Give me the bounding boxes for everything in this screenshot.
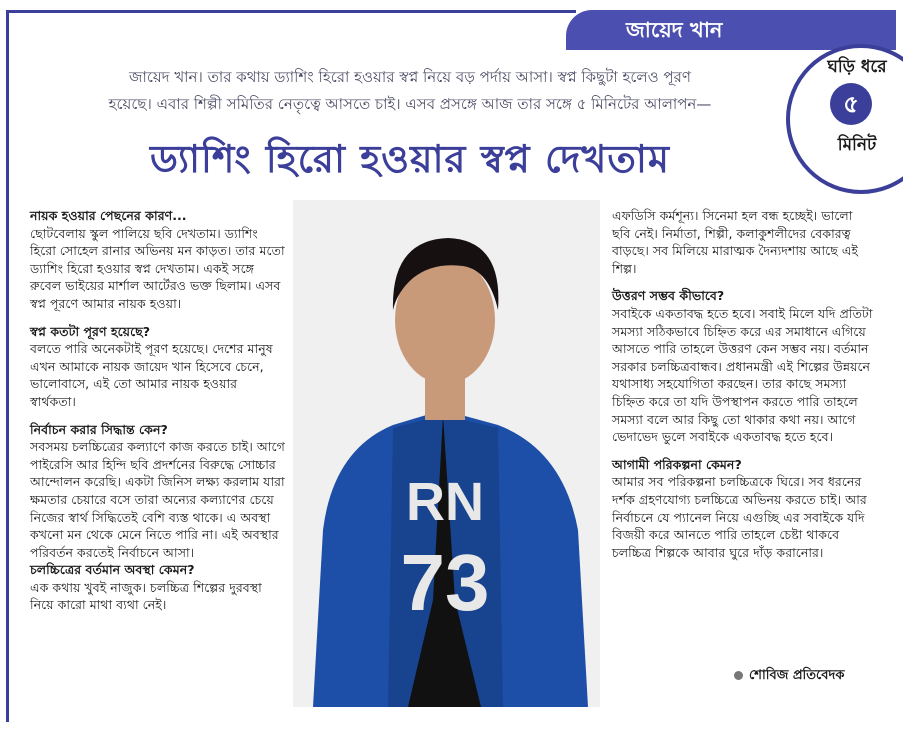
badge-number: ৫ <box>830 83 872 125</box>
question: উত্তরণ সম্ভব কীভাবে? <box>612 288 725 304</box>
answer: এফডিসি কর্মশূন্য। সিনেমা হল বন্ধ হচ্ছেই। ভালো ছবি নেই। নির্মাতা, শিল্পী, কলাকুশলীদের বেকারত্ব বাড়ছে। সব মিলিয়ে মারাত্মক দৈন্যদশায় আছে এই শিল্প। <box>612 208 858 276</box>
badge-top-text: ঘড়ি ধরে <box>827 57 887 77</box>
shirt-print-top: RN <box>406 472 484 532</box>
answer: ছোটবেলায় স্কুল পালিয়ে ছবি দেখতাম। ড্যাশিং হিরো সোহেল রানার অভিনয় মন কাড়ত। তার মতো ড্যাশিং হিরো হওয়ার স্বপ্ন দেখতাম। একই সঙ্গে রুবেল ভাইয়ের মার্শাল আর্টেরও ভক্ত ছিলাম। এসব স্বপ্ন পূরণে আমার নায়ক হওয়া। <box>30 225 285 311</box>
answer: বলতে পারি অনেকটাই পূরণ হয়েছে। দেশের মানুষ এখন আমাকে নায়ক জায়েদ খান হিসেবে চেনে, ভালোবাসে, এই তো আমার নায়ক হওয়ার স্বার্থকতা। <box>30 341 273 409</box>
frame-left-border <box>6 10 9 722</box>
frame-top-border <box>6 10 576 13</box>
shirt-print-bottom: 73 <box>400 538 490 627</box>
left-column <box>30 207 285 614</box>
portrait-illustration <box>293 200 600 707</box>
right-column <box>612 207 874 561</box>
name-tab <box>566 10 896 50</box>
intro-line-1: জায়েদ খান। তার কথায় ড্যাশিং হিরো হওয়ার স্বপ্ন নিয়ে বড় পর্দায় আসা। স্বপ্ন কিছুটা হলেও পূরণ <box>129 68 691 86</box>
byline-text: শোবিজ প্রতিবেদক <box>749 668 845 683</box>
portrait-photo <box>293 200 600 707</box>
question: নায়ক হওয়ার পেছনের কারণ... <box>30 208 187 223</box>
question: চলচ্চিত্রের বর্তমান অবস্থা কেমন? <box>30 562 195 578</box>
answer: সবসময় চলচ্চিত্রের কল্যাণে কাজ করতে চাই। আগে পাইরেসি আর হিন্দি ছবি প্রদর্শনের বিরুদ্ধে সোচ্চার আন্দোলন করেছি। একটা জিনিস লক্ষ্য করলাম যারা ক্ষমতার চেয়ারে বসে তারা অন্যের কল্যাণের চেয়ে নিজের স্বার্থ সিদ্ধিতেই বেশি ব্যস্ত থাকে। এ অবস্থা কখনো মন থেকে মেনে নিতে পারি না। এই অবস্থার পরিবর্তন করতেই নির্বাচনে আসা। <box>30 439 285 560</box>
answer: এক কথায় খুবই নাজুক। চলচ্চিত্র শিল্পের দুরবস্থা নিয়ে কারো মাথা ব্যথা নেই। <box>30 579 262 613</box>
intro-line-2: হয়েছে। এবার শিল্পী সমিতির নেতৃত্বে আসতে চাই। এসব প্রসঙ্গে আজ তার সঙ্গে ৫ মিনিটের আলাপন— <box>108 95 712 113</box>
answer: সবাইকে একতাবদ্ধ হতে হবে। সবাই মিলে যদি প্রতিটা সমস্যা সঠিকভাবে চিহ্নিত করে এর সমাধানে এগিয়ে আসতে পারি তাহলে উত্তরণ কেন সম্ভব নয়। বর্তমান সরকার চলচ্চিত্রবান্ধব। প্রধানমন্ত্রী এই শিল্পের উন্নয়নে যথাসাধ্য সহযোগিতা করছেন। তার কাছে সমস্যা চিহ্নিত করে তা যদি উপস্থাপন করতে পারি তাহলে সমস্যা বলে আর কিছু তো থাকার কথা নয়। আগে ভেদাভেদ ভুলে সবাইকে একতাবদ্ধ হতে হবে। <box>612 305 873 445</box>
question: নির্বাচন করার সিদ্ধান্ত কেন? <box>30 421 168 437</box>
intro-paragraph <box>30 64 790 118</box>
byline <box>734 666 884 687</box>
badge-bottom-text: মিনিট <box>837 135 877 155</box>
answer: আমার সব পরিকল্পনা চলচ্চিত্রকে ঘিরে। সব ধরনের দর্শক গ্রহণযোগ্য চলচ্চিত্রে অভিনয় করতে চাই। আর নির্বাচনে যে প্যানেল নিয়ে এগুচ্ছি এর সবাইকে যদি বিজয়ী করে আনতে পারি তাহলে চেষ্টা থাকবে চলচ্চিত্র শিল্পকে আবার ঘুরে দাঁড় করানোর। <box>612 474 867 560</box>
bullet-icon <box>734 671 743 680</box>
headline: ড্যাশিং হিরো হওয়ার স্বপ্ন দেখতাম <box>149 137 670 181</box>
question: আগামী পরিকল্পনা কেমন? <box>612 456 742 472</box>
name-tab-label: জায়েদ খান <box>626 18 723 42</box>
question: স্বপ্ন কতটা পূরণ হয়েছে? <box>30 323 151 339</box>
